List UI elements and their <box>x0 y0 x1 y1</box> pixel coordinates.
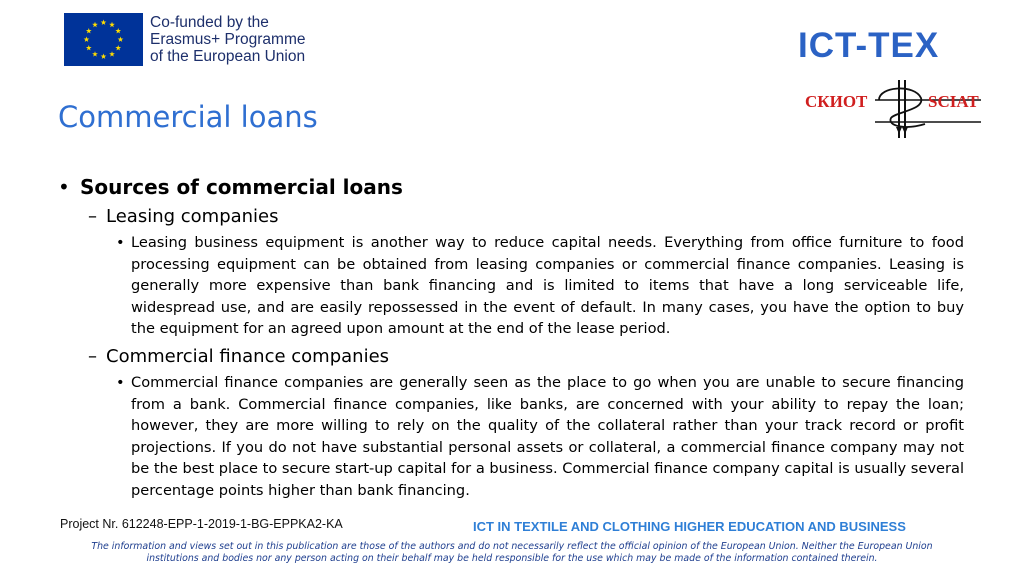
paragraph-leasing-text: Leasing business equipment is another way to reduce capital needs. Everything from office furniture to food processing equipment can be obtained from leasing companies or commercial finance companies. Leasing is generally more expensive than bank financing and is limited to items that have a long serviceable life, widespread use, and are easily repossessed in the event of default. In many cases, you have the option to buy the equipment for an agreed upon amount at the end of the lease period. <box>131 234 964 338</box>
eu-star-icon <box>101 54 107 59</box>
eu-star-icon <box>101 20 107 25</box>
erasmus-line-3: of the European Union <box>150 48 306 65</box>
eu-star-icon <box>115 28 121 33</box>
subsection-commercial-finance <box>88 344 964 370</box>
sciat-logo-latin: SCIAT <box>928 92 979 111</box>
section-bullet <box>58 172 964 202</box>
eu-star-icon <box>109 22 115 27</box>
erasmus-line-1: Co-funded by the <box>150 14 269 31</box>
section-heading: Sources of commercial loans <box>80 175 403 199</box>
eu-star-icon <box>92 22 98 27</box>
eu-star-icon <box>115 45 121 50</box>
bullet-icon: • <box>116 234 125 251</box>
project-number: Project Nr. 612248-EPP-1-2019-1-BG-EPPKA2-KA <box>60 517 343 531</box>
subsection-heading-commercial-finance: Commercial finance companies <box>106 345 390 367</box>
eu-disclaimer: The information and views set out in this publication are those of the authors and do not necessarily reflect the official opinion of the European Union. Neither the European Union institutions and bodies nor any person acting on their behalf may be held responsible for the use which may be made of the information contained therein. <box>91 541 933 564</box>
footer-tagline: ICT IN TEXTILE AND CLOTHING HIGHER EDUCATION AND BUSINESS <box>473 519 906 534</box>
eu-flag-icon <box>64 13 143 66</box>
slide-content <box>58 172 964 506</box>
eu-star-icon <box>92 51 98 56</box>
eu-star-icon <box>109 51 115 56</box>
subsection-heading-leasing: Leasing companies <box>106 206 279 227</box>
eu-star-icon <box>118 37 124 42</box>
ict-tex-logo-text: ICT-TEX <box>798 26 940 65</box>
eu-star-icon <box>86 28 92 33</box>
slide-title: Commercial loans <box>58 100 318 134</box>
ict-tex-logo <box>798 26 978 68</box>
sciat-logo-cyrillic: СКИОТ <box>805 92 868 111</box>
eu-stars-icon <box>64 13 143 66</box>
erasmus-logo-text <box>150 14 305 65</box>
subsection-leasing <box>88 204 964 230</box>
eu-star-icon <box>86 45 92 50</box>
eu-star-icon <box>84 37 90 42</box>
bullet-icon: • <box>116 373 125 391</box>
sciat-logo <box>803 78 981 142</box>
erasmus-line-2: Erasmus+ Programme <box>150 31 306 48</box>
dash-icon: – <box>88 206 97 227</box>
paragraph-leasing <box>116 232 964 340</box>
paragraph-commercial-finance-text: Commercial finance companies are generally seen as the place to go when you are unable to secure financing from a bank. Commercial finance companies, like banks, are concerned with your ability to repay the loan; however, they are more willing to rely on the quality of the collateral rather than your track record or profit projections. If you do not have substantial personal assets or collateral, a commercial finance company may not be the best place to secure start-up capital for a business. Commercial finance company capital is usually several percentage points higher than bank financing. <box>131 373 964 499</box>
bullet-icon: • <box>58 175 70 199</box>
erasmus-logo <box>64 13 318 67</box>
dash-icon: – <box>88 345 97 367</box>
paragraph-commercial-finance <box>116 372 964 502</box>
